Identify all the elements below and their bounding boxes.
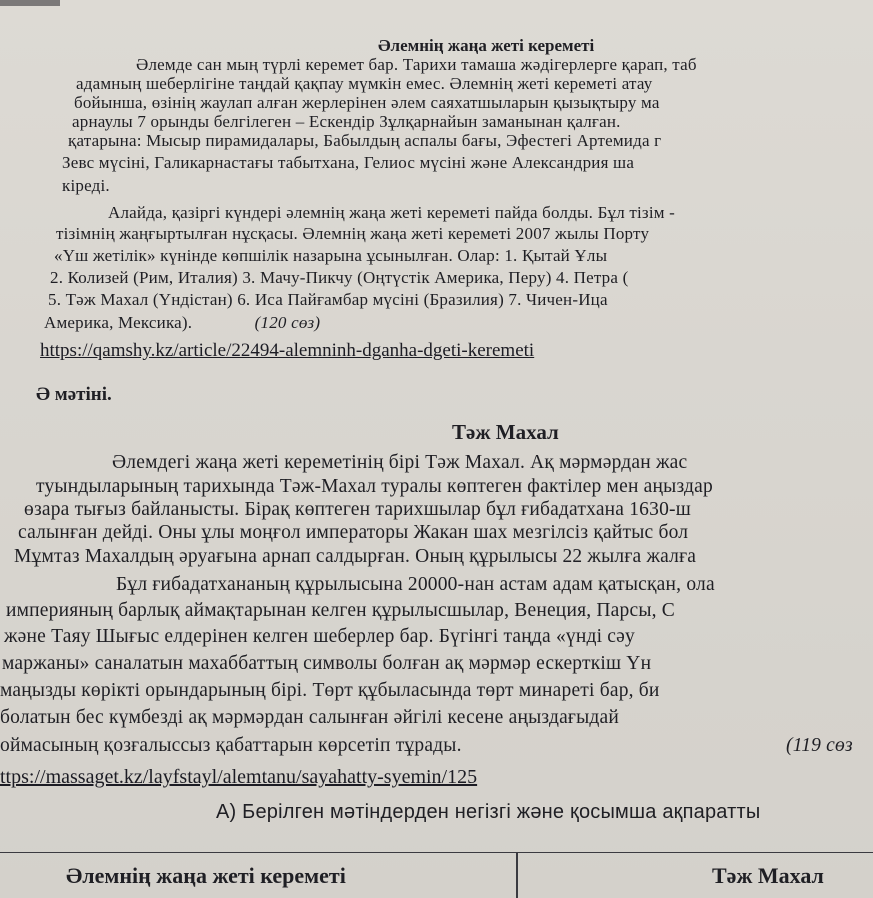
text2-line: туындыларының тарихында Тәж-Махал туралы көптеген фактілер мен аңыздар <box>36 476 713 497</box>
text2-title: Тәж Махал <box>452 420 559 444</box>
text1-line-last <box>44 313 320 333</box>
text2-line: Мұмтаз Махалдың әруағына арнап салдырған. Оның құрылысы 22 жылға жалға <box>14 546 697 567</box>
text1-line: Әлемде сан мың түрлі керемет бар. Тарихи тамаша жәдігерлерге қарап, таб <box>136 55 697 74</box>
text2-line: және Таяу Шығыс елдерінен келген шеберлер бар. Бүгінгі таңда «үнді сәу <box>4 626 635 647</box>
text1-line: кіреді. <box>62 176 110 195</box>
section-label: Ә мәтіні. <box>36 384 112 405</box>
text1-line: Зевс мүсіні, Галикарнастағы табытхана, Гелиос мүсіні және Александрия ша <box>62 153 635 172</box>
text1-line: 5. Тәж Махал (Үндістан) 6. Иса Пайғамбар мүсіні (Бразилия) 7. Чичен-Ица <box>48 290 608 309</box>
text2-line: оймасының қозғалыссыз қабаттарын көрсетіп тұрады. <box>0 735 462 756</box>
text1-line: адамның шеберлігіне таңдай қақпау мүмкін емес. Әлемнің жеті кереметі атау <box>76 74 653 93</box>
text1-title: Әлемнің жаңа жеті кереметі <box>378 36 595 55</box>
cropped-heading-fragment <box>0 0 60 6</box>
answer-table <box>0 852 873 898</box>
text2-line: маржаны» саналатын махаббаттың символы болған ақ мәрмәр ескерткіш Үн <box>2 653 652 674</box>
text1-line: 2. Колизей (Рим, Италия) 3. Мачу-Пикчу (Оңтүстік Америка, Перу) 4. Петра ( <box>50 268 629 287</box>
text1-line: Америка, Мексика). <box>44 313 193 332</box>
text1-line: қатарына: Мысыр пирамидалары, Бабылдың аспалы бағы, Эфестегі Артемида г <box>68 131 662 150</box>
text2-line: маңызды көрікті орындарының бірі. Төрт құбыласында төрт минареті бар, би <box>0 680 660 701</box>
text2-line: империяның барлық аймақтарынан келген құрылысшылар, Венеция, Парсы, С <box>6 600 676 621</box>
table-header-col2: Тәж Махал <box>712 863 824 888</box>
text1-line: «Үш жетілік» күнінде көпшілік назарына ұсынылған. Олар: 1. Қытай Ұлы <box>54 246 608 265</box>
text1-word-count: (120 сөз) <box>254 313 321 332</box>
text2-line: болатын бес күмбезді ақ мәрмәрдан салынған әйгілі кесене аңыздағыдай <box>0 707 620 728</box>
text2-line: өзара тығыз байланысты. Бірақ көптеген тарихшылар бұл ғибадатхана 1630-ш <box>24 499 691 520</box>
text1-source-link[interactable]: https://qamshy.kz/article/22494-alemninh-dganha-dgeti-keremeti <box>40 340 535 361</box>
text2-source-link[interactable]: ttps://massaget.kz/layfstayl/alemtanu/sayahatty-syemin/125 <box>0 766 478 788</box>
task-instruction: А) Берілген мәтіндерден негізгі және қосымша ақпаратты <box>216 801 761 823</box>
text2-line: салынған дейді. Оны ұлы моңғол императоры Жакан шах мезгілсіз қайтыс бол <box>18 522 689 543</box>
text1-line: бойынша, өзінің жаулап алған жерлерінен әлем саяхатшыларын қызықтыру ма <box>74 93 660 112</box>
text1-line: арнаулы 7 орынды белгілеген – Ескендір Зұлқарнайын заманынан қалған. <box>72 112 621 131</box>
table-header-col1: Әлемнің жаңа жеті кереметі <box>66 863 346 888</box>
text1-line: Алайда, қазіргі күндері әлемнің жаңа жеті кереметі пайда болды. Бұл тізім - <box>108 203 676 222</box>
text2-word-count: (119 сөз <box>786 735 853 756</box>
text1-line: тізімнің жаңғыртылған нұсқасы. Әлемнің жаңа жеті кереметі 2007 жылы Порту <box>56 224 650 243</box>
text2-line: Әлемдегі жаңа жеті кереметінің бірі Тәж Махал. Ақ мәрмәрдан жас <box>112 452 688 473</box>
text2-line: Бұл ғибадатхананың құрылысына 20000-нан астам адам қатысқан, ола <box>116 574 715 595</box>
table-column-divider <box>516 853 518 898</box>
text2-line-last <box>0 735 873 757</box>
